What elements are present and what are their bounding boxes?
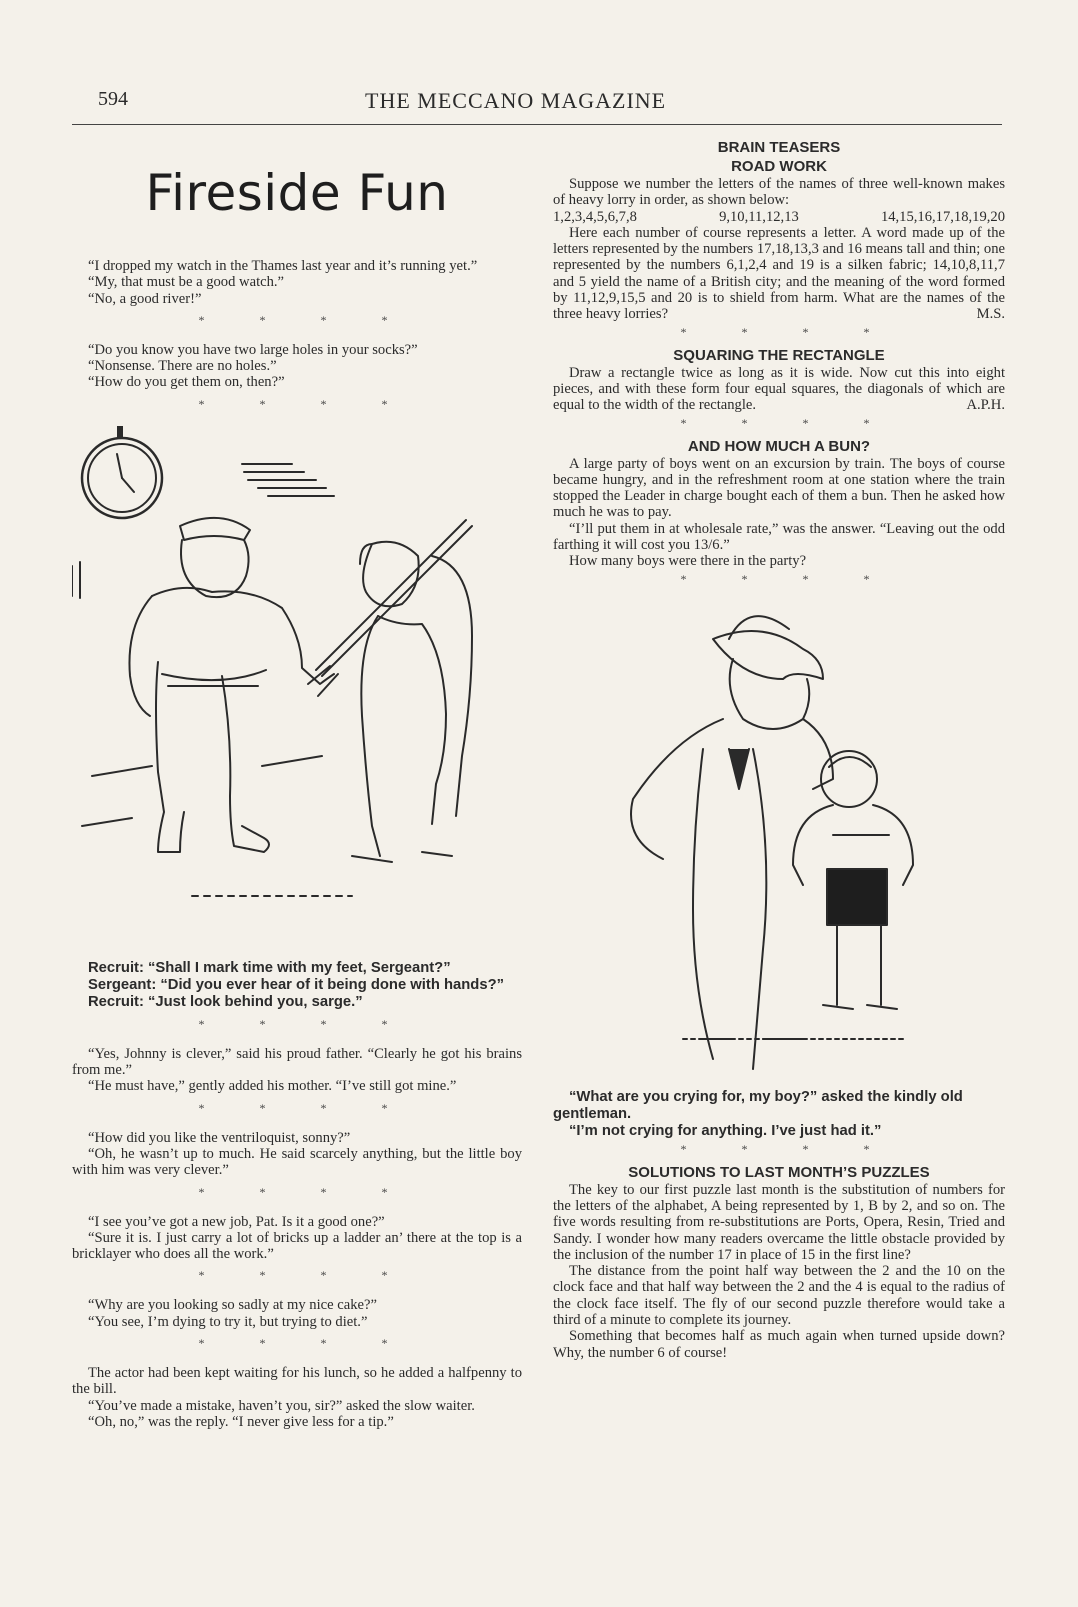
separator: * * * * <box>198 1268 414 1283</box>
separator: * * * * <box>198 1100 414 1115</box>
puzzle-text <box>553 365 1005 414</box>
joke-line: “Oh, he wasn’t up to much. He said scarcely anything, but the little boy with him was very clever.” <box>72 1145 522 1179</box>
joke-line: “I see you’ve got a new job, Pat. Is it a good one?” <box>88 1213 385 1230</box>
left-column <box>72 140 522 1430</box>
joke-line: “How do you get them on, then?” <box>88 374 285 391</box>
cartoon-caption-line: Recruit: “Shall I mark time with my feet, Sergeant?” <box>88 959 451 976</box>
puzzle-text: “I’ll put them in at wholesale rate,” was the answer. “Leaving out the odd farthing it will cost you 13/6.” <box>553 520 1005 554</box>
separator: * * * * <box>680 1141 896 1156</box>
page-title: Fireside Fun <box>145 164 449 222</box>
joke-line: “Why are you looking so sadly at my nice cake?” <box>88 1297 377 1314</box>
magazine-title: THE MECCANO MAGAZINE <box>365 88 667 113</box>
numbers-a: 1,2,3,4,5,6,7,8 <box>553 208 637 225</box>
cartoon-caption-line: Sergeant: “Did you ever hear of it being done with hands?” <box>88 976 505 993</box>
cartoon-caption-line: “What are you crying for, my boy?” asked the kindly old gentleman. <box>553 1088 963 1122</box>
joke-line: “How did you like the ventriloquist, sonny?” <box>88 1129 351 1146</box>
cartoon-caption-line: Recruit: “Just look behind you, sarge.” <box>88 993 363 1010</box>
joke-line: “You’ve made a mistake, haven’t you, sir?” asked the slow waiter. <box>88 1397 475 1414</box>
joke-line: “My, that must be a good watch.” <box>88 274 285 291</box>
puzzle-heading: AND HOW MUCH A BUN? <box>687 437 871 455</box>
number-row <box>553 209 1005 225</box>
separator: * * * * <box>198 396 414 411</box>
separator: * * * * <box>680 415 896 430</box>
joke-line: “You see, I’m dying to try it, but trying to diet.” <box>88 1313 368 1330</box>
solution-text: The key to our first puzzle last month is the substitution of numbers for the letters of the alphabet, A being represented by 1, B by 2, and so on. The five words resulting from re-substitutions are Ports, Opera, Resin, Tried and Sandy. I wonder how many readers overcame the little obstacle provided by the inclusion of the number 17 in place of 15 in the first line? <box>553 1181 1005 1263</box>
puzzle-heading: SQUARING THE RECTANGLE <box>673 346 885 364</box>
separator: * * * * <box>198 1184 414 1199</box>
joke-line: The actor had been kept waiting for his lunch, so he added a halfpenny to the bill. <box>72 1365 522 1398</box>
puzzle-text-body: Here each number of course represents a letter. A word made up of the letters represented by the numbers 17,18,13,3 and 16 means tall and thin; one represented by the numbers 6,1,2,4 and 19 is a silken fabric; 14,10,8,11,7 and 5 yield the name of a British city; and the meaning of the word formed by 11,12,9,15,5 and 20 is to shield from harm. What are the names of the three heavy lorries? <box>553 224 1005 323</box>
separator: * * * * <box>198 1336 414 1351</box>
puzzle-heading: ROAD WORK <box>731 158 827 175</box>
solutions-heading: SOLUTIONS TO LAST MONTH’S PUZZLES <box>628 1163 930 1181</box>
author-initials: A.P.H. <box>966 397 1005 414</box>
joke-line: “He must have,” gently added his mother. “I’ve still got mine.” <box>88 1078 457 1095</box>
page-number: 594 <box>98 88 128 110</box>
separator: * * * * <box>198 1016 414 1031</box>
right-column <box>553 138 1005 1361</box>
solution-text: The distance from the point half way between the 2 and the 10 on the clock face and that half way between the 2 and the 4 is equal to the radius of the clock face itself. The fly of our second puzzle therefore would take a third of a minute to complete its journey. <box>553 1263 1005 1329</box>
puzzle-text: How many boys were there in the party? <box>569 553 807 570</box>
separator: * * * * <box>680 324 896 339</box>
joke-line: “No, a good river!” <box>88 290 202 307</box>
joke-line: “I dropped my watch in the Thames last year and it’s running yet.” <box>88 258 478 274</box>
puzzle-text-body: Draw a rectangle twice as long as it is wide. Now cut this into eight pieces, and with these form four equal squares, the diagonals of which are equal to the width of the rectangle. <box>553 364 1005 414</box>
author-initials: M.S. <box>976 306 1005 323</box>
joke-line: “Oh, no,” was the reply. “I never give less for a tip.” <box>88 1413 394 1430</box>
joke-line: “Nonsense. There are no holes.” <box>88 358 277 375</box>
section-heading: BRAIN TEASERS <box>717 139 841 156</box>
puzzle-text <box>553 225 1005 323</box>
puzzle-text: A large party of boys went on an excursion by train. The boys of course became hungry, and in the refreshment room at one station where the train stopped the Leader in charge bought each of them a bun. Then he asked how much he was to pay. <box>553 455 1005 521</box>
solution-text: Something that becomes half as much again when turned upside down? Why, the number 6 of course! <box>553 1328 1005 1361</box>
numbers-c: 14,15,16,17,18,19,20 <box>880 208 1005 225</box>
sergeant-recruit-cartoon <box>72 426 512 946</box>
joke-line: “Sure it is. I just carry a lot of bricks up a ladder an’ there at the top is a bricklayer who does all the work.” <box>72 1229 522 1263</box>
separator: * * * * <box>198 312 414 327</box>
cartoon-caption-line: “I’m not crying for anything. I’ve just had it.” <box>569 1122 882 1139</box>
separator: * * * * <box>680 571 896 586</box>
joke-line: “Yes, Johnny is clever,” said his proud father. “Clearly he got his brains from me.” <box>72 1045 522 1079</box>
header-rule <box>72 124 1002 125</box>
numbers-b: 9,10,11,12,13 <box>719 208 799 225</box>
puzzle-text: Suppose we number the letters of the names of three well-known makes of heavy lorry in order, as shown below: <box>553 176 1005 209</box>
joke-line: “Do you know you have two large holes in your socks?” <box>88 341 418 358</box>
gentleman-boy-cartoon <box>583 599 943 1079</box>
